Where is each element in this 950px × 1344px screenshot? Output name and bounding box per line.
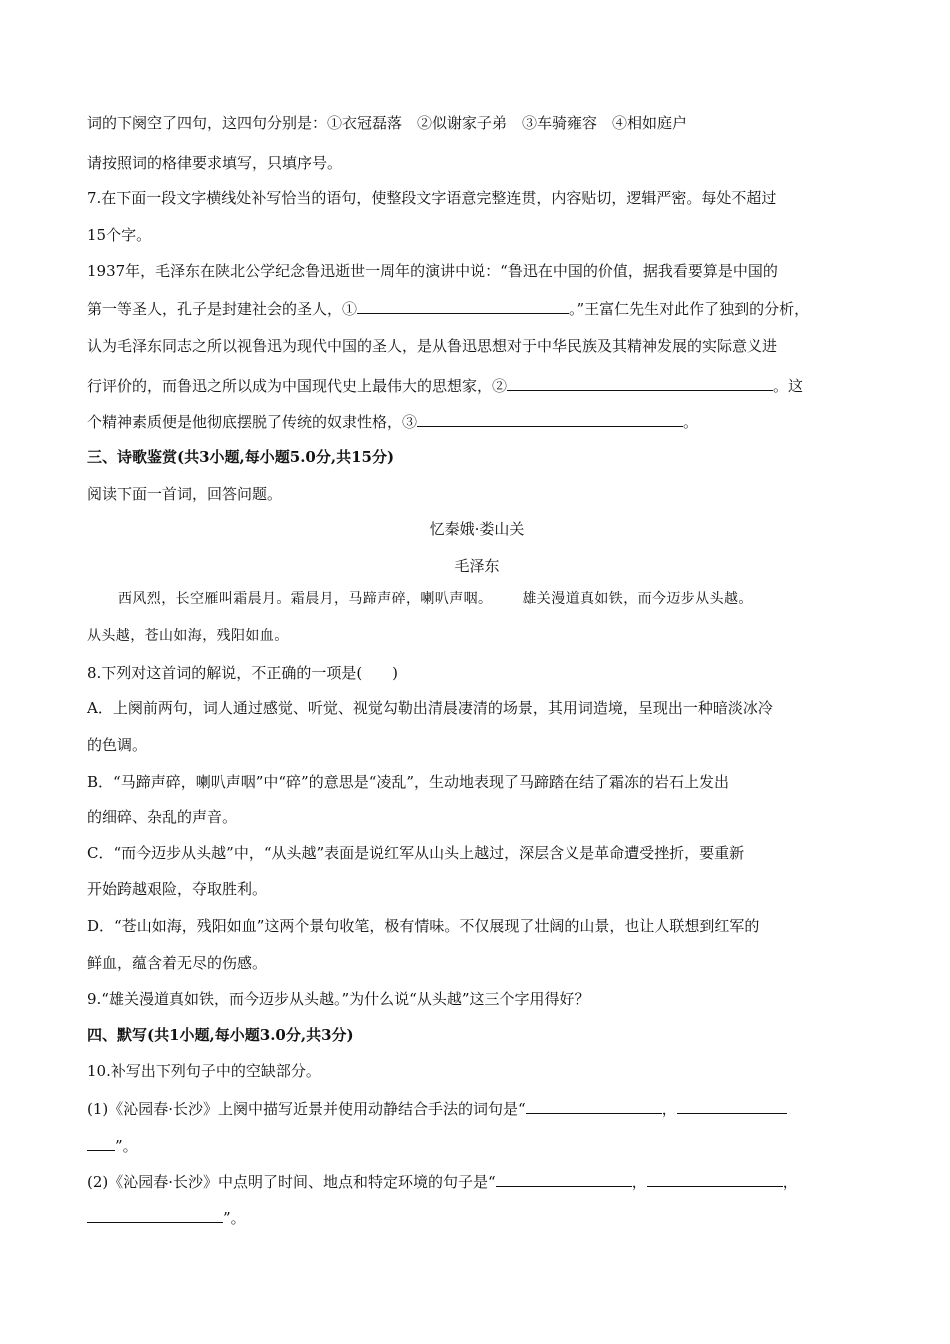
paragraph-line (87, 297, 809, 319)
text-segment: 。这 (773, 377, 804, 395)
blank-1-1[interactable] (526, 1097, 662, 1114)
option-c: C．“而今迈步从头越”中，“从头越”表面是说红军从山头上越过，深层含义是革命遭受挫折，要重新 (87, 844, 745, 862)
text-segment: 。 (683, 413, 699, 431)
question-9-stem: 9.“雄关漫道真如铁，而今迈步从头越。”为什么说“从头越”这三个字用得好？ (87, 990, 590, 1008)
section-heading: 三、诗歌鉴赏(共3小题,每小题5.0分,共15分) (87, 448, 395, 466)
blank-1-2-cont[interactable] (87, 1134, 115, 1151)
poem-author: 毛泽东 (454, 557, 500, 575)
option-c-cont: 开始跨越艰险，夺取胜利。 (87, 880, 268, 898)
sub-question-2 (87, 1170, 798, 1192)
text-segment: ”。 (115, 1137, 138, 1155)
option-b-cont: 的细碎、杂乱的声音。 (87, 808, 238, 826)
blank-2-1[interactable] (496, 1170, 632, 1187)
question-8-stem: 8.下列对这首词的解说，不正确的一项是( ) (87, 664, 399, 682)
text-segment: ”。 (223, 1209, 246, 1227)
text-segment: (1)《沁园春·长沙》上阕中描写近景并使用动静结合手法的词句是“ (87, 1100, 526, 1118)
text-line: 词的下阕空了四句，这四句分别是：①衣冠磊落 ②似谢家子弟 ③车骑雍容 ④相如庭户 (87, 114, 688, 132)
blank-2[interactable] (507, 374, 773, 391)
paragraph-line (87, 410, 698, 432)
blank-2-3[interactable] (87, 1206, 223, 1223)
sub-question-1 (87, 1097, 787, 1119)
poem-title: 忆秦娥·娄山关 (429, 520, 525, 538)
section-heading: 四、默写(共1小题,每小题3.0分,共3分) (87, 1026, 354, 1044)
text-segment: ， (661, 1100, 677, 1118)
blank-2-2[interactable] (647, 1170, 783, 1187)
question-7-stem-cont: 15个字。 (87, 226, 152, 244)
sub-question-1-cont (87, 1134, 138, 1156)
question-10-stem: 10.补写出下列句子中的空缺部分。 (87, 1062, 321, 1080)
paragraph-line: 1937年，毛泽东在陕北公学纪念鲁迅逝世一周年的演讲中说：“鲁迅在中国的价值，据我看要算是中国的 (87, 262, 778, 280)
poem-segment: 西风烈，长空雁叫霜晨月。霜晨月，马蹄声碎，喇叭声咽。 (118, 591, 493, 607)
sub-question-2-cont (87, 1206, 246, 1228)
text-segment: ， (631, 1173, 647, 1191)
option-d-cont: 鲜血，蕴含着无尽的伤感。 (87, 954, 268, 972)
text-segment: 行评价的，而鲁迅之所以成为中国现代史上最伟大的思想家，② (87, 377, 508, 395)
text-segment: 第一等圣人，孔子是封建社会的圣人，① (87, 300, 358, 318)
text-segment: 个精神素质便是他彻底摆脱了传统的奴隶性格，③ (87, 413, 418, 431)
paragraph-line (87, 374, 803, 396)
text-line: 请按照词的格律要求填写，只填序号。 (87, 154, 343, 172)
blank-1-2[interactable] (677, 1097, 787, 1114)
blank-1[interactable] (357, 297, 569, 314)
paragraph-line: 认为毛泽东同志之所以视鲁迅为现代中国的圣人，是从鲁迅思想对于中华民族及其精神发展的实际意义进 (87, 337, 778, 355)
text-segment: ， (782, 1173, 798, 1191)
poem-segment: 雄关漫道真如铁，而今迈步从头越。 (522, 591, 753, 607)
option-b: B．“马蹄声碎，喇叭声咽”中“碎”的意思是“凌乱”，生动地表现了马蹄踏在结了霜冻的岩石上发出 (87, 773, 730, 791)
instruction-text: 阅读下面一首词，回答问题。 (87, 485, 283, 503)
option-a: A．上阕前两句，词人通过感觉、听觉、视觉勾勒出清晨凄清的场景，其用词造境，呈现出一种暗淡冰冷 (87, 699, 773, 717)
text-segment: (2)《沁园春·长沙》中点明了时间、地点和特定环境的句子是“ (87, 1173, 496, 1191)
text-segment: 。”王富仁先生对此作了独到的分析， (569, 300, 810, 318)
question-7-stem: 7.在下面一段文字横线处补写恰当的语句，使整段文字语意完整连贯，内容贴切，逻辑严密。每处不超过 (87, 189, 777, 207)
blank-3[interactable] (417, 410, 683, 427)
poem-line (118, 589, 753, 609)
option-d: D．“苍山如海，残阳如血”这两个景句收笔，极有情味。不仅展现了壮阔的山景，也让人联想到红军的 (87, 917, 760, 935)
poem-line: 从头越，苍山如海，残阳如血。 (87, 628, 289, 644)
option-a-cont: 的色调。 (87, 736, 148, 754)
